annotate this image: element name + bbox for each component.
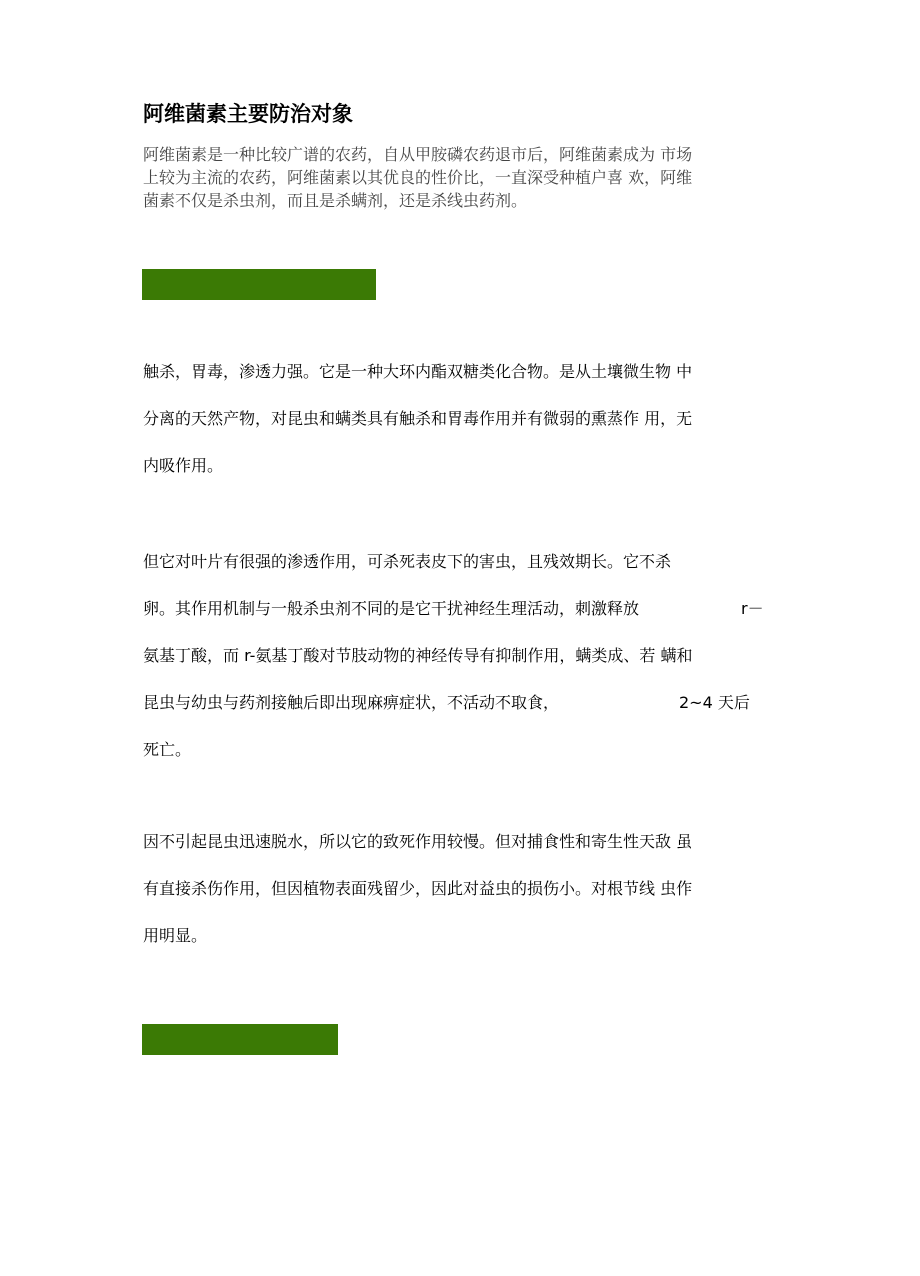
intro-line: 菌素不仅是杀虫剂，而且是杀螨剂，还是杀线虫药剂。 [143, 191, 528, 210]
section-heading-bar [142, 269, 376, 300]
paragraph-line: 卵。其作用机制与一般杀虫剂不同的是它干扰神经生理活动，刺激释放 [143, 599, 640, 618]
paragraph-line-tail: 2~4 天后 [679, 693, 750, 712]
paragraph-line: 分离的天然产物，对昆虫和螨类具有触杀和胃毒作用并有微弱的熏蒸作 用，无 [143, 409, 693, 428]
document-title: 阿维菌素主要防治对象 [143, 102, 353, 126]
paragraph-line: 内吸作用。 [143, 456, 224, 475]
paragraph-line: 触杀，胃毒，渗透力强。它是一种大环内酯双糖类化合物。是从土壤微生物 中 [143, 362, 693, 381]
paragraph-line: 死亡。 [143, 740, 192, 759]
paragraph-line: 昆虫与幼虫与药剂接触后即出现麻痹症状，不活动不取食， [143, 693, 560, 712]
paragraph-line: 有直接杀伤作用，但因植物表面残留少，因此对益虫的损伤小。对根节线 虫作 [143, 879, 693, 898]
paragraph-line: 氨基丁酸，而 r-氨基丁酸对节肢动物的神经传导有抑制作用，螨类成、若 螨和 [143, 646, 693, 665]
paragraph-line: 用明显。 [143, 926, 208, 945]
intro-line: 阿维菌素是一种比较广谱的农药，自从甲胺磷农药退市后，阿维菌素成为 市场 [143, 145, 693, 164]
paragraph-line-tail: r－ [741, 599, 764, 618]
section-heading-bar [142, 1024, 338, 1055]
paragraph-line: 但它对叶片有很强的渗透作用，可杀死表皮下的害虫，且残效期长。它不杀 [143, 552, 672, 571]
intro-line: 上较为主流的农药，阿维菌素以其优良的性价比，一直深受种植户喜 欢，阿维 [143, 168, 693, 187]
intro-paragraph [143, 143, 773, 212]
paragraph-line: 因不引起昆虫迅速脱水，所以它的致死作用较慢。但对捕食性和寄生性天敌 虽 [143, 832, 693, 851]
